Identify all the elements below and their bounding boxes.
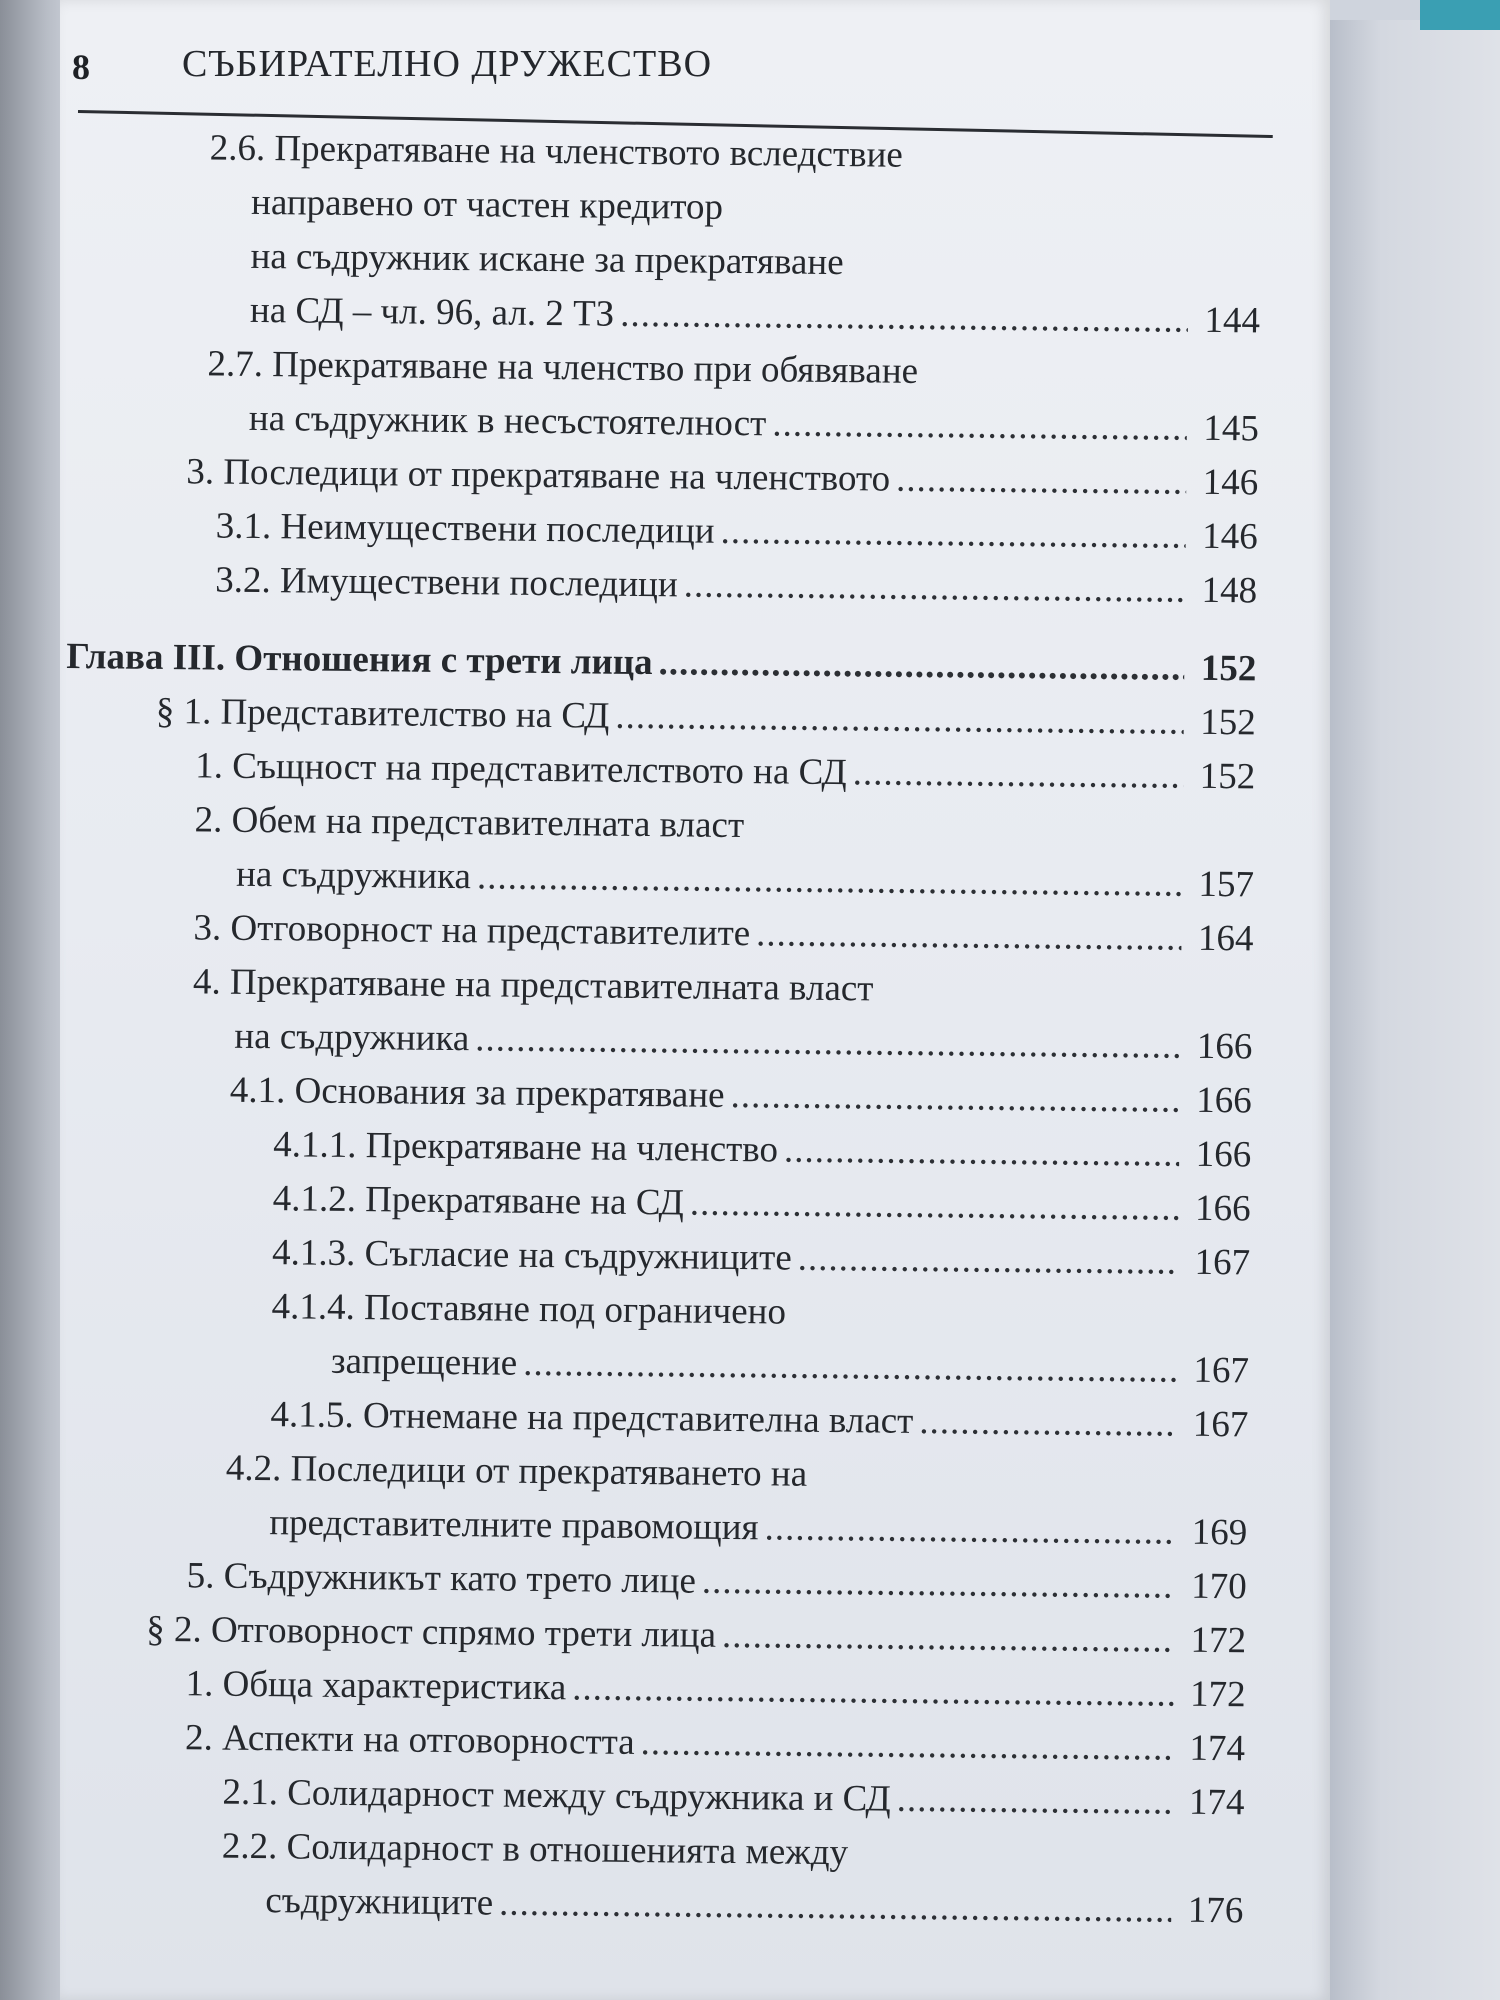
leader-dots	[730, 1069, 1180, 1128]
toc-entry-label: 4.1.2. Прекратяване на СД	[272, 1178, 685, 1224]
toc-entry-label: 4.1.4. Поставяне под ограничено	[271, 1286, 787, 1333]
book-cover-edge	[1420, 0, 1500, 30]
toc-entry-label: направено от частен кредитор	[250, 181, 724, 228]
toc-page-number: 146	[1201, 515, 1258, 558]
toc-page-number: 167	[1192, 1403, 1249, 1446]
leader-dots	[690, 1177, 1179, 1236]
toc-entry-label: на съдружника	[235, 853, 472, 898]
toc-entry-label: 2.2. Солидарност в отношенията между	[221, 1825, 849, 1874]
toc-page-number: 166	[1194, 1187, 1251, 1230]
toc-entry-label: 2.7. Прекратяване на членство при обявяване	[207, 343, 919, 392]
leader-dots	[784, 1124, 1180, 1182]
toc-entry-label: 4. Прекратяване на представителната власт	[192, 961, 874, 1010]
toc-entry-label: запрещение	[330, 1340, 518, 1384]
toc-page-number: 148	[1201, 569, 1258, 612]
toc-page-number: 174	[1189, 1727, 1246, 1770]
leader-dots	[722, 1609, 1175, 1668]
toc-entry-label: § 1. Представителство на СД	[155, 690, 610, 737]
toc-page-number: 166	[1196, 1079, 1253, 1122]
leader-dots	[852, 746, 1183, 803]
leader-dots	[919, 1395, 1177, 1452]
leader-dots	[620, 288, 1188, 348]
running-title: СЪБИРАТЕЛНО ДРУЖЕСТВО	[182, 43, 713, 85]
toc-page-number: 166	[1196, 1025, 1253, 1068]
toc-entry-label: Глава III. Отношения с трети лица	[66, 635, 653, 684]
toc-entry-label: на съдружника	[234, 1015, 470, 1060]
toc-page-number: 152	[1200, 701, 1256, 744]
toc-page-number: 144	[1204, 299, 1261, 342]
page-number: 8	[72, 47, 90, 87]
toc-entry-label: 2.6. Прекратяване на членството вследствие	[209, 127, 904, 176]
leader-dots	[477, 850, 1183, 911]
leader-dots	[523, 1337, 1177, 1398]
toc-entry-label: представителните правомощия	[269, 1502, 759, 1549]
page-header	[72, 34, 1272, 94]
toc-page-number: 170	[1190, 1565, 1247, 1608]
toc-page-number: 176	[1187, 1889, 1244, 1932]
toc-entry-label: 4.1.3. Съгласие на съдружниците	[271, 1232, 792, 1279]
toc-entry-label: 2.1. Солидарност между съдружника и СД	[222, 1771, 891, 1820]
toc-entry-label: 3.1. Неимуществени последици	[215, 505, 715, 552]
leader-dots	[797, 1232, 1178, 1290]
toc-entry-label: 3. Последици от прекратяване на членството	[186, 451, 891, 500]
toc-entry-label: 4.2. Последици от прекратяването на	[225, 1447, 808, 1495]
leader-dots	[615, 690, 1184, 750]
leader-dots	[683, 558, 1185, 617]
toc-entry-label: 2. Аспекти на отговорността	[184, 1717, 635, 1763]
leader-dots	[720, 505, 1186, 564]
toc-page-number: 172	[1190, 1619, 1247, 1662]
table-of-contents	[53, 120, 1262, 1938]
toc-page-number: 157	[1198, 863, 1255, 906]
toc-page-number: 174	[1188, 1781, 1245, 1824]
leader-dots	[764, 1501, 1175, 1559]
toc-entry-label: 4.1. Основания за прекратяване	[229, 1069, 725, 1116]
leader-dots	[756, 907, 1182, 965]
leader-dots	[772, 397, 1187, 455]
toc-entry-label: 3.2. Имуществени последици	[214, 559, 678, 606]
toc-page-number: 152	[1200, 647, 1257, 690]
toc-entry-label: на СД – чл. 96, ал. 2 ТЗ	[249, 289, 615, 335]
toc-page-number: 164	[1197, 917, 1254, 960]
leader-dots	[658, 636, 1184, 696]
leader-dots	[702, 1555, 1175, 1614]
toc-page-number: 167	[1193, 1349, 1250, 1392]
toc-entry-label: 1. Същност на представителството на СД	[195, 745, 847, 794]
toc-entry-label: § 2. Отговорност спрямо трети лица	[145, 1608, 717, 1656]
toc-entry-label: 5. Съдружникът като трето лице	[186, 1555, 697, 1602]
toc-entry-label: съдружниците	[265, 1880, 494, 1924]
leader-dots	[896, 1773, 1172, 1830]
leader-dots	[572, 1661, 1174, 1721]
toc-entry-label: на съдружник искане за прекратяване	[250, 235, 844, 284]
toc-page-number: 172	[1189, 1673, 1246, 1716]
toc-page-number: 152	[1199, 755, 1256, 798]
toc-entry-label: 4.1.1. Прекратяване на членство	[273, 1124, 779, 1171]
toc-entry-label: на съдружник в несъстоятелност	[248, 397, 767, 445]
toc-page-number: 146	[1202, 461, 1259, 504]
toc-page-number: 167	[1194, 1241, 1251, 1284]
toc-entry-label: 3. Отговорност на представителите	[193, 907, 751, 955]
toc-page-number: 166	[1195, 1133, 1252, 1176]
leader-dots	[475, 1012, 1181, 1073]
toc-entry-label: 2. Обем на представителната власт	[194, 799, 745, 847]
leader-dots	[499, 1877, 1172, 1938]
toc-page-number: 145	[1203, 407, 1260, 450]
toc-entry-label: 1. Обща характеристика	[185, 1663, 567, 1709]
leader-dots	[640, 1716, 1173, 1776]
toc-entry-label: 4.1.5. Отнемане на представителна власт	[270, 1394, 914, 1442]
leader-dots	[896, 453, 1187, 510]
toc-page-number: 169	[1191, 1511, 1248, 1554]
facing-page	[1330, 20, 1500, 2000]
